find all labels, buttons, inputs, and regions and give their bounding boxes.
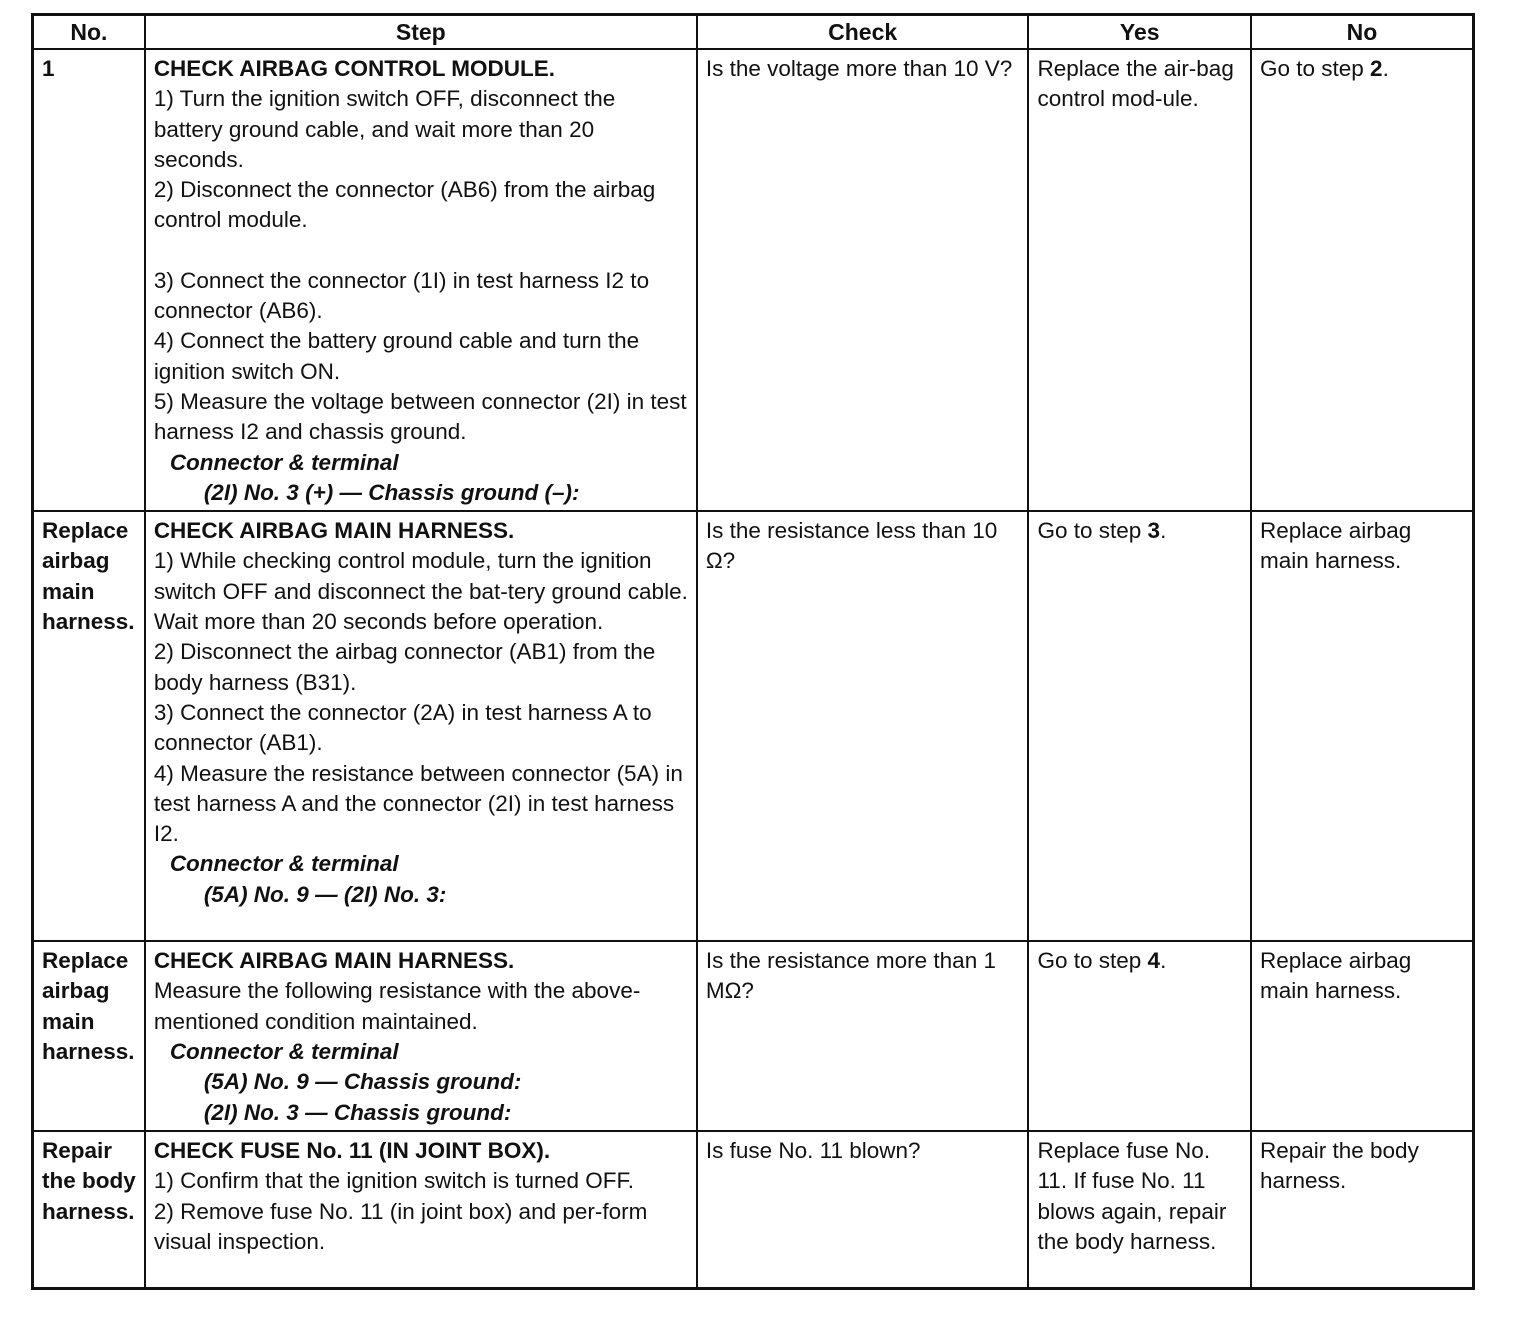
header-row xyxy=(33,15,1474,50)
step-title: CHECK AIRBAG MAIN HARNESS. xyxy=(153,948,515,974)
step-line: 2) Disconnect the connector (AB6) from the airbag control module. xyxy=(153,177,656,233)
step-cell xyxy=(145,49,697,511)
step-line: 3) Connect the connector (2A) in test harness A to connector (AB1). xyxy=(153,699,652,756)
header-check: Check xyxy=(697,15,1029,50)
goto-step-number: 3 xyxy=(1147,518,1161,544)
yes-cell xyxy=(1028,511,1251,941)
goto-step-number: 2 xyxy=(1370,56,1383,81)
yes-cell: Replace fuse No. 11. If fuse No. 11 blows again, repair the body harness. xyxy=(1028,1131,1251,1289)
goto-period: . xyxy=(1160,948,1167,974)
no-cell: Replace airbag main harness. xyxy=(1251,941,1474,1131)
step-line: 1) Confirm that the ignition switch is turned OFF. xyxy=(153,1168,635,1194)
connector-terminal-detail: (5A) No. 9 — Chassis ground: xyxy=(203,1069,522,1095)
step-number: Repair the body harness. xyxy=(33,1131,145,1289)
step-cell xyxy=(145,511,697,941)
connector-terminal-label: Connector & terminal xyxy=(169,1039,399,1065)
step-title: CHECK FUSE No. 11 (IN JOINT BOX). xyxy=(153,1137,551,1163)
goto-text: Go to step xyxy=(1037,518,1142,544)
step-cell xyxy=(145,941,697,1131)
check-cell: Is the voltage more than 10 V? xyxy=(697,49,1029,511)
table-row xyxy=(33,941,1474,1131)
yes-cell xyxy=(1028,941,1251,1131)
header-step: Step xyxy=(145,15,697,50)
step-number: Replace airbag main harness. xyxy=(33,511,145,941)
goto-period: . xyxy=(1160,518,1167,544)
header-yes: Yes xyxy=(1028,15,1251,50)
step-line: Measure the following resistance with the above-mentioned condition maintained. xyxy=(153,978,641,1034)
table-row xyxy=(33,49,1474,511)
no-cell: Repair the body harness. xyxy=(1251,1131,1474,1289)
no-cell xyxy=(1251,49,1474,511)
step-title: CHECK AIRBAG MAIN HARNESS. xyxy=(153,518,515,544)
connector-terminal-detail: (2I) No. 3 — Chassis ground: xyxy=(203,1099,512,1125)
step-line: 2) Disconnect the airbag connector (AB1) from the body harness (B31). xyxy=(153,639,656,695)
troubleshooting-table xyxy=(31,13,1475,1290)
check-cell: Is the resistance less than 10 Ω? xyxy=(697,511,1029,941)
goto-period: . xyxy=(1382,56,1389,81)
step-line: 4) Measure the resistance between connector (5A) in test harness A and the connector (2I) in test harness I2. xyxy=(153,760,683,847)
connector-terminal-label: Connector & terminal xyxy=(169,851,399,877)
step-cell xyxy=(145,1131,697,1289)
step-number: 1 xyxy=(33,49,145,511)
step-line: 2) Remove fuse No. 11 (in joint box) and per-form visual inspection. xyxy=(153,1198,648,1254)
step-line: 3) Connect the connector (1I) in test harness I2 to connector (AB6). xyxy=(153,267,650,324)
step-line: 1) Turn the ignition switch OFF, disconnect the battery ground cable, and wait more than 20 seconds. xyxy=(153,86,616,172)
connector-terminal-detail: (2I) No. 3 (+) — Chassis ground (–): xyxy=(203,479,580,505)
check-cell: Is the resistance more than 1 MΩ? xyxy=(697,941,1029,1131)
goto-text: Go to step xyxy=(1037,948,1142,974)
table-row xyxy=(33,511,1474,941)
header-no-result: No xyxy=(1251,15,1474,50)
step-number: Replace airbag main harness. xyxy=(33,941,145,1131)
goto-step-number: 4 xyxy=(1147,948,1161,974)
header-no: No. xyxy=(33,15,145,50)
goto-text: Go to step xyxy=(1259,56,1364,81)
connector-terminal-detail: (5A) No. 9 — (2I) No. 3: xyxy=(203,881,447,907)
table-row xyxy=(33,1131,1474,1289)
spacer xyxy=(154,236,688,266)
step-title: CHECK AIRBAG CONTROL MODULE. xyxy=(153,56,556,81)
step-line: 1) While checking control module, turn the ignition switch OFF and disconnect the bat-tery ground cable. Wait more than 20 seconds before operation. xyxy=(153,548,688,635)
no-cell: Replace airbag main harness. xyxy=(1251,511,1474,941)
connector-terminal-label: Connector & terminal xyxy=(169,449,399,475)
yes-cell: Replace the air-bag control mod-ule. xyxy=(1028,49,1251,511)
step-line: 4) Connect the battery ground cable and turn the ignition switch ON. xyxy=(153,328,640,384)
check-cell: Is fuse No. 11 blown? xyxy=(697,1131,1029,1289)
step-line: 5) Measure the voltage between connector (2I) in test harness I2 and chassis ground. xyxy=(153,388,687,445)
